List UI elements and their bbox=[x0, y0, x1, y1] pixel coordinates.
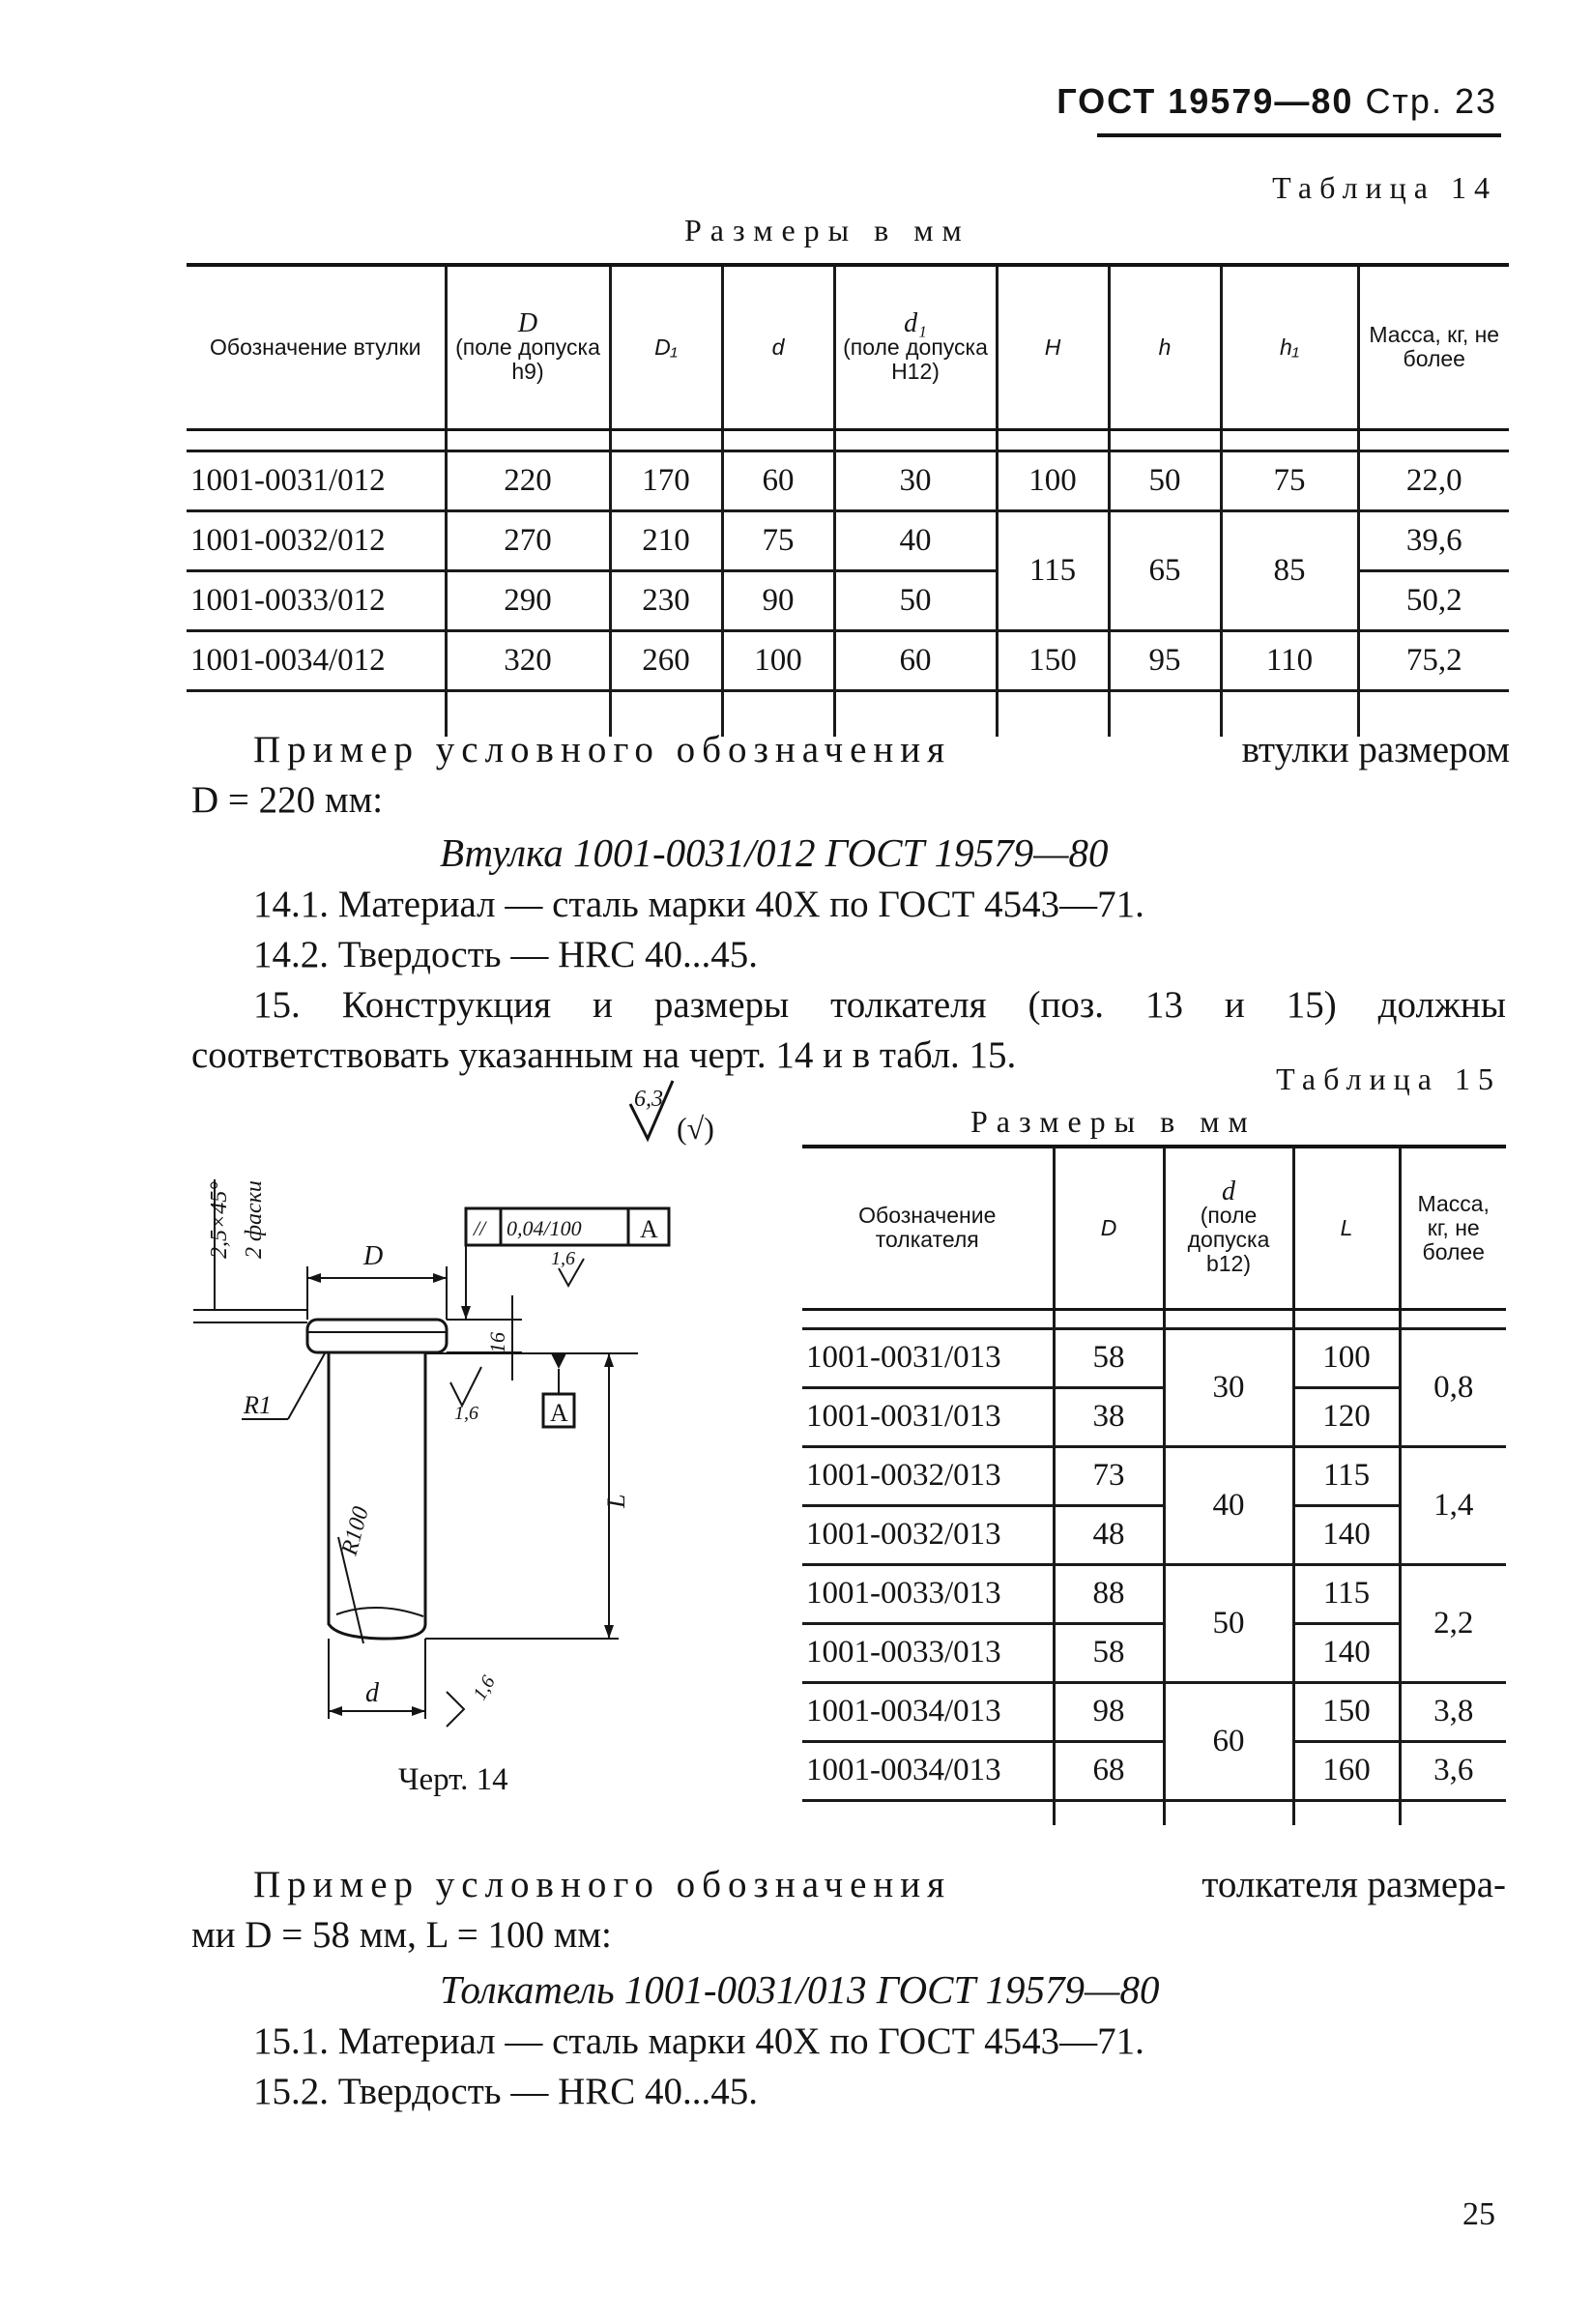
roughness-rest-label: (√) bbox=[677, 1111, 714, 1146]
table14-cell: 22,0 bbox=[1358, 450, 1509, 510]
table15-cell: 3,8 bbox=[1400, 1682, 1506, 1741]
table14-cell: 150 bbox=[997, 630, 1109, 690]
table14-header-H: H bbox=[997, 265, 1109, 429]
roughness-1-6-top: 1,6 bbox=[551, 1248, 575, 1269]
item-14-2: 14.2. Твердость — HRC 40...45. bbox=[253, 934, 759, 975]
table15-cell: 1001-0032/013 bbox=[802, 1446, 1054, 1505]
table14-cell: 290 bbox=[446, 570, 610, 630]
example14-designation: Втулка 1001-0031/012 ГОСТ 19579—80 bbox=[440, 830, 1109, 875]
table14-cell: 110 bbox=[1221, 630, 1358, 690]
chamfer-label: 2,5×45° bbox=[207, 1181, 232, 1259]
table14-header-D1: D₁ bbox=[610, 265, 722, 429]
table14-header-D-symbol: D bbox=[517, 307, 538, 338]
table14-header-d1-symbol: d₁ bbox=[904, 307, 927, 338]
table15-units: Размеры в мм bbox=[970, 1104, 1257, 1139]
table14-caption: Таблица 14 bbox=[1272, 170, 1497, 205]
table14-cell: 1001-0031/012 bbox=[187, 450, 446, 510]
table14-cell: 320 bbox=[446, 630, 610, 690]
example15-line2: ми D = 58 мм, L = 100 мм: bbox=[191, 1914, 612, 1956]
example15-designation: Толкатель 1001-0031/013 ГОСТ 19579—80 bbox=[440, 1967, 1160, 2012]
item-15-2: 15.2. Твердость — HRC 40...45. bbox=[253, 2071, 759, 2112]
table15-cell: 1001-0031/013 bbox=[802, 1387, 1054, 1446]
table-row bbox=[802, 1446, 1506, 1505]
item-15-1: 15.1. Материал — сталь марки 40Х по ГОСТ 4543—71. bbox=[253, 2020, 1144, 2062]
table15-cell: 50 bbox=[1164, 1564, 1293, 1682]
standard-code: ГОСТ 19579—80 bbox=[1057, 81, 1354, 121]
table-row bbox=[802, 1682, 1506, 1741]
table14-cell: 1001-0032/012 bbox=[187, 510, 446, 570]
table-row bbox=[802, 1564, 1506, 1623]
table15-cell: 1,4 bbox=[1400, 1446, 1506, 1564]
tolerance-value: 0,04/100 bbox=[507, 1216, 582, 1240]
example14-line2: D = 220 мм: bbox=[191, 779, 384, 821]
dim-16-label: 16 bbox=[485, 1332, 509, 1353]
table15-cell: 60 bbox=[1164, 1682, 1293, 1800]
table15-cell: 58 bbox=[1054, 1328, 1164, 1387]
datum-A-label: A bbox=[550, 1399, 568, 1427]
table14-cell: 220 bbox=[446, 450, 610, 510]
table15-cell: 1001-0031/013 bbox=[802, 1328, 1054, 1387]
table15-cell: 38 bbox=[1054, 1387, 1164, 1446]
tolerance-symbol: // bbox=[474, 1216, 486, 1240]
table15 bbox=[802, 1145, 1506, 1825]
table15-cell: 1001-0033/013 bbox=[802, 1564, 1054, 1623]
table15-cell: 1001-0034/013 bbox=[802, 1741, 1054, 1800]
example14-intro-spaced: Пример условного обозначения bbox=[253, 729, 952, 770]
table14-cell: 85 bbox=[1221, 510, 1358, 630]
table15-cell: 100 bbox=[1293, 1328, 1400, 1387]
table15-cell: 40 bbox=[1164, 1446, 1293, 1564]
dim-D-label: D bbox=[363, 1241, 384, 1271]
table15-header-mass: Масса, кг, не более bbox=[1400, 1147, 1506, 1309]
radius-R100-label: R100 bbox=[336, 1503, 374, 1558]
roughness-1-6-mid: 1,6 bbox=[454, 1403, 478, 1424]
header-rule bbox=[1097, 133, 1501, 137]
page-number: 25 bbox=[1462, 2196, 1495, 2232]
example14-intro-rest: втулки размером bbox=[1241, 729, 1510, 770]
table15-cell: 1001-0032/013 bbox=[802, 1505, 1054, 1564]
example14-line1 bbox=[253, 725, 1510, 775]
table15-cell: 160 bbox=[1293, 1741, 1400, 1800]
pusher-head bbox=[307, 1320, 447, 1352]
table15-cell: 98 bbox=[1054, 1682, 1164, 1741]
table14 bbox=[187, 263, 1509, 737]
item-15-line1: 15. Конструкция и размеры толкателя (поз. 13 и 15) должны bbox=[253, 984, 1506, 1026]
table15-cell: 58 bbox=[1054, 1623, 1164, 1682]
table14-header-h: h bbox=[1109, 265, 1221, 429]
table14-cell: 95 bbox=[1109, 630, 1221, 690]
tolerance-datum: A bbox=[640, 1215, 658, 1243]
table14-cell: 75 bbox=[722, 510, 834, 570]
table14-cell: 60 bbox=[834, 630, 997, 690]
table15-cell: 73 bbox=[1054, 1446, 1164, 1505]
table14-cell: 100 bbox=[997, 450, 1109, 510]
table14-cell: 39,6 bbox=[1358, 510, 1509, 570]
table-row bbox=[187, 450, 1509, 510]
table15-cell: 68 bbox=[1054, 1741, 1164, 1800]
table15-cell: 120 bbox=[1293, 1387, 1400, 1446]
chamfer-note-label: 2 фаски bbox=[242, 1180, 267, 1259]
table14-cell: 90 bbox=[722, 570, 834, 630]
table15-cell: 115 bbox=[1293, 1564, 1400, 1623]
table15-cell: 48 bbox=[1054, 1505, 1164, 1564]
table14-cell: 1001-0033/012 bbox=[187, 570, 446, 630]
table15-header-D: D bbox=[1054, 1147, 1164, 1309]
table-row bbox=[802, 1328, 1506, 1387]
table14-cell: 75,2 bbox=[1358, 630, 1509, 690]
table14-cell: 50 bbox=[1109, 450, 1221, 510]
table15-caption: Таблица 15 bbox=[1276, 1061, 1501, 1096]
table14-cell: 230 bbox=[610, 570, 722, 630]
figure-caption: Черт. 14 bbox=[398, 1762, 508, 1797]
example15-intro-spaced: Пример условного обозначения bbox=[253, 1864, 952, 1905]
table14-cell: 60 bbox=[722, 450, 834, 510]
dim-d-label: d bbox=[365, 1678, 379, 1708]
example15-intro-rest: толкателя размера- bbox=[1201, 1864, 1506, 1905]
table14-cell: 270 bbox=[446, 510, 610, 570]
page-ref: Стр. 23 bbox=[1365, 81, 1497, 121]
table14-cell: 100 bbox=[722, 630, 834, 690]
table15-cell: 30 bbox=[1164, 1328, 1293, 1446]
pusher-stem bbox=[329, 1352, 425, 1639]
table14-cell: 30 bbox=[834, 450, 997, 510]
table14-cell: 50,2 bbox=[1358, 570, 1509, 630]
table14-cell: 40 bbox=[834, 510, 997, 570]
table15-cell: 88 bbox=[1054, 1564, 1164, 1623]
radius-R1-label: R1 bbox=[244, 1391, 272, 1419]
table15-cell: 140 bbox=[1293, 1505, 1400, 1564]
table14-header-d1 bbox=[834, 265, 997, 429]
table15-header-d-note: (поле допуска b12) bbox=[1187, 1203, 1270, 1277]
table14-cell: 65 bbox=[1109, 510, 1221, 630]
table15-cell: 2,2 bbox=[1400, 1564, 1506, 1682]
table14-cell: 115 bbox=[997, 510, 1109, 630]
table14-header-D-note: (поле допуска h9) bbox=[455, 334, 600, 384]
table14-cell: 1001-0034/012 bbox=[187, 630, 446, 690]
table15-header-d-symbol: d bbox=[1222, 1177, 1235, 1207]
table14-cell: 170 bbox=[610, 450, 722, 510]
roughness-1-6-bottom: 1,6 bbox=[469, 1671, 500, 1704]
table14-header-h1: h₁ bbox=[1221, 265, 1358, 429]
pusher-drawing bbox=[193, 1073, 735, 1750]
table-row bbox=[187, 510, 1509, 570]
table15-header-d bbox=[1164, 1147, 1293, 1309]
dim-L-label: L bbox=[602, 1494, 630, 1508]
table15-cell: 140 bbox=[1293, 1623, 1400, 1682]
page-header bbox=[1057, 81, 1497, 122]
table15-cell: 0,8 bbox=[1400, 1328, 1506, 1446]
table14-header-d: d bbox=[722, 265, 834, 429]
table15-cell: 150 bbox=[1293, 1682, 1400, 1741]
table14-cell: 75 bbox=[1221, 450, 1358, 510]
table15-cell: 3,6 bbox=[1400, 1741, 1506, 1800]
table14-header-d1-note: (поле допуска H12) bbox=[843, 334, 988, 384]
table14-header-designation: Обозначение втулки bbox=[187, 265, 446, 429]
table-row bbox=[802, 1741, 1506, 1800]
item-14-1: 14.1. Материал — сталь марки 40Х по ГОСТ 4543—71. bbox=[253, 884, 1144, 925]
table14-header-mass: Масса, кг, не более bbox=[1358, 265, 1509, 429]
item-15-line2: соответствовать указанным на черт. 14 и в табл. 15. bbox=[191, 1034, 1017, 1076]
table15-header-L: L bbox=[1293, 1147, 1400, 1309]
table14-cell: 50 bbox=[834, 570, 997, 630]
table14-units: Размеры в мм bbox=[684, 213, 970, 247]
table14-header-D bbox=[446, 265, 610, 429]
table14-cell: 210 bbox=[610, 510, 722, 570]
example15-line1 bbox=[253, 1860, 1506, 1910]
table15-header-designation: Обозначение толкателя bbox=[802, 1147, 1054, 1309]
roughness-main-label: 6,3 bbox=[634, 1087, 663, 1112]
table15-cell: 1001-0033/013 bbox=[802, 1623, 1054, 1682]
table14-cell: 260 bbox=[610, 630, 722, 690]
table15-cell: 1001-0034/013 bbox=[802, 1682, 1054, 1741]
table-row bbox=[187, 630, 1509, 690]
table15-cell: 115 bbox=[1293, 1446, 1400, 1505]
